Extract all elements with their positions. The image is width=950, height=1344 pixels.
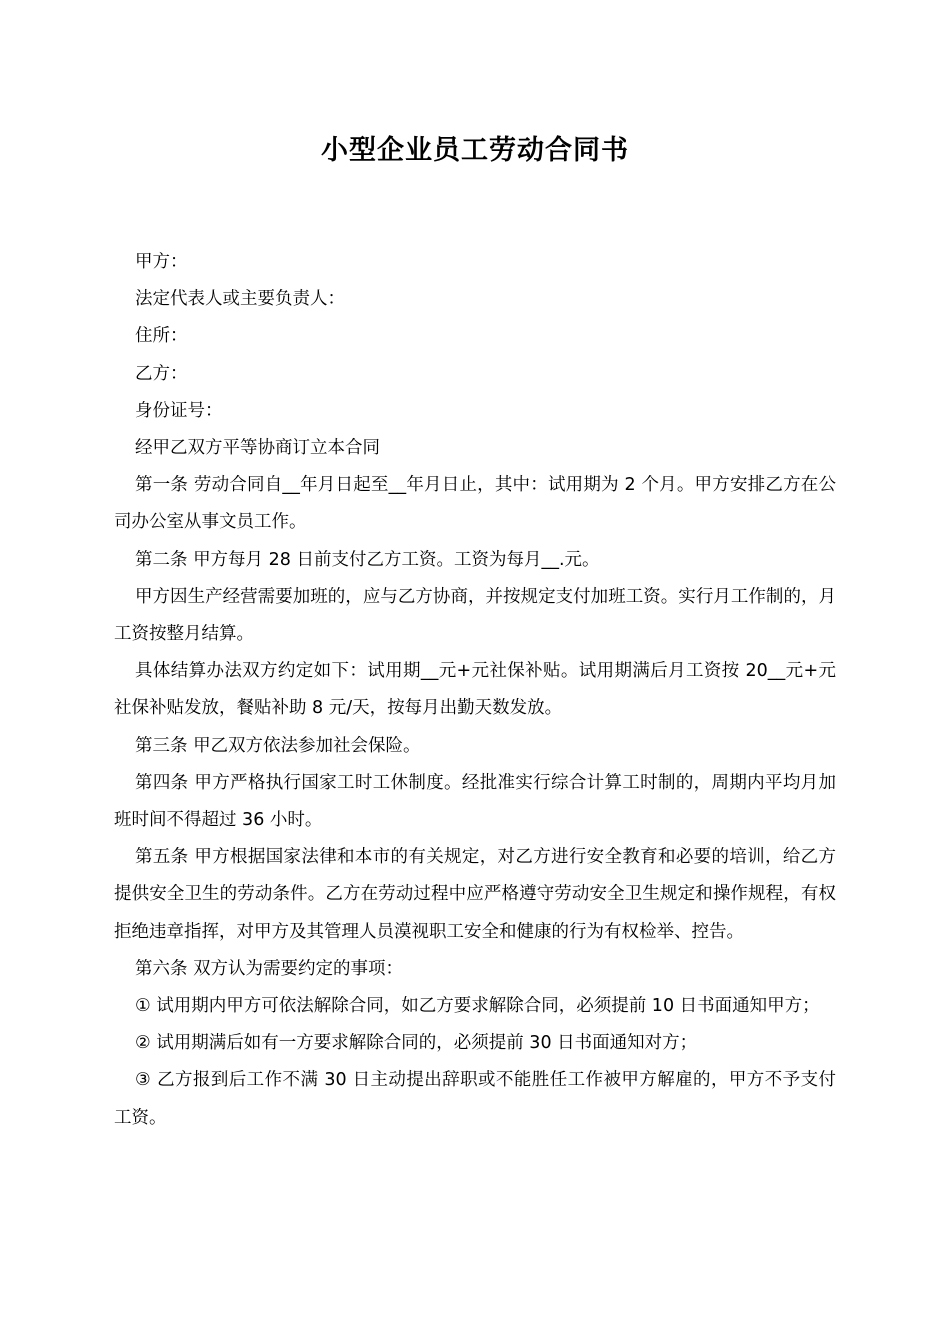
article-1: 第一条 劳动合同自__年月日起至__年月日止，其中：试用期为 2 个月。甲方安排乙方在公司办公室从事文员工作。 xyxy=(114,475,836,533)
article-5: 第五条 甲方根据国家法律和本市的有关规定，对乙方进行安全教育和必要的培训，给乙方提供安全卫生的劳动条件。乙方在劳动过程中应严格遵守劳动安全卫生规定和操作规程，有权拒绝违章指挥，对甲方及其管理人员漠视职工安全和健康的行为有权检举、控告。 xyxy=(114,847,836,942)
legal-representative-line: 法定代表人或主要负责人： xyxy=(135,289,345,310)
article-3: 第三条 甲乙双方依法参加社会保险。 xyxy=(135,735,421,756)
article-6-item-1: ① 试用期内甲方可依法解除合同，如乙方要求解除合同，必须提前 10 日书面通知甲方； xyxy=(135,996,820,1017)
article-6-item-3: ③ 乙方报到后工作不满 30 日主动提出辞职或不能胜任工作被甲方解雇的，甲方不予支付工资。 xyxy=(114,1070,836,1128)
article-4: 第四条 甲方严格执行国家工时工休制度。经批准实行综合计算工时制的，周期内平均月加班时间不得超过 36 小时。 xyxy=(114,772,836,831)
address-line: 住所： xyxy=(135,326,188,347)
agreement-intro: 经甲乙双方平等协商订立本合同 xyxy=(135,438,380,459)
document-body xyxy=(114,244,836,1137)
party-b-line: 乙方： xyxy=(135,363,188,384)
document-title: 小型企业员工劳动合同书 xyxy=(321,135,629,166)
article-2: 第二条 甲方每月 28 日前支付乙方工资。工资为每月__.元。 xyxy=(135,549,600,570)
overtime-paragraph: 甲方因生产经营需要加班的，应与乙方协商，并按规定支付加班工资。实行月工作制的，月工资按整月结算。 xyxy=(114,586,836,645)
id-number-line: 身份证号： xyxy=(135,400,223,421)
party-a-line: 甲方： xyxy=(135,252,188,272)
article-6-item-2: ② 试用期满后如有一方要求解除合同的，必须提前 30 日书面通知对方； xyxy=(135,1033,698,1054)
article-6: 第六条 双方认为需要约定的事项： xyxy=(135,958,404,979)
settlement-paragraph: 具体结算办法双方约定如下：试用期__元+元社保补贴。试用期满后月工资按 20__元+元社保补贴发放，餐贴补助 8 元/天，按每月出勤天数发放。 xyxy=(114,661,836,719)
